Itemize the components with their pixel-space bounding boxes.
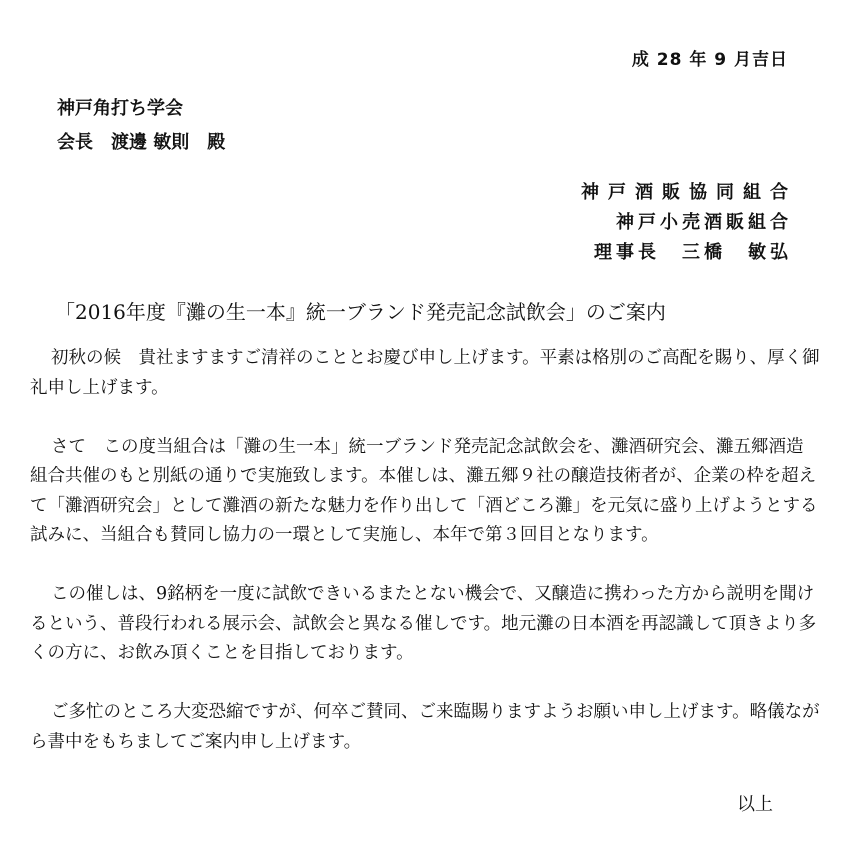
letter-title: 「2016年度『灘の生一本』統一ブランド発売記念試飲会」のご案内 [55, 300, 666, 324]
sender-representative: 理事長 三橋 敏弘 [594, 242, 792, 263]
paragraph-event-overview: さて この度当組合は「灘の生一本」統一ブランド発売記念試飲会を、灘酒研究会、灘五郷酒造組合共催のもと別紙の通りで実施致します。本催しは、灘五郷９社の醸造技術者が、企業の枠を超えて「灘酒研究会」として灘酒の新たな魅力を作り出して「酒どころ灘」を元気に盛り上げようとする試みに、当組合も賛同し協力の一環として実施し、本年で第３回目となります。 [30, 436, 818, 545]
sender-organization-2: 神戸小売酒販組合 [616, 212, 792, 233]
sender-block [581, 178, 797, 268]
paragraph-event-details: この催しは、9銘柄を一度に試飲できいるまたとない機会で、又醸造に携わった方から説明を聞けるという、普段行われる展示会、試飲会と異なる催しです。地元灘の日本酒を再認識して頂きより多くの方に、お飲み頂くことを目指しております。 [30, 584, 817, 663]
recipient-person: 会長 渡邊 敏則 殿 [57, 132, 226, 153]
paragraph-greeting: 初秋の候 貴社ますますご清祥のこととお慶び申し上げます。平素は格別のご高配を賜り、厚く御礼申し上げます。 [30, 348, 820, 398]
recipient-block [57, 92, 225, 160]
letter-date: 成 28 年 9 月吉日 [631, 50, 788, 70]
sender-organization-1: 神戸酒販協同組合 [581, 182, 797, 203]
closing-mark: 以上 [737, 794, 773, 815]
recipient-organization: 神戸角打ち学会 [57, 98, 183, 119]
letter-body [30, 344, 820, 787]
paragraph-request: ご多忙のところ大変恐縮ですが、何卒ご賛同、ご来臨賜りますようお願い申し上げます。略儀ながら書中をもちましてご案内申し上げます。 [30, 702, 820, 752]
